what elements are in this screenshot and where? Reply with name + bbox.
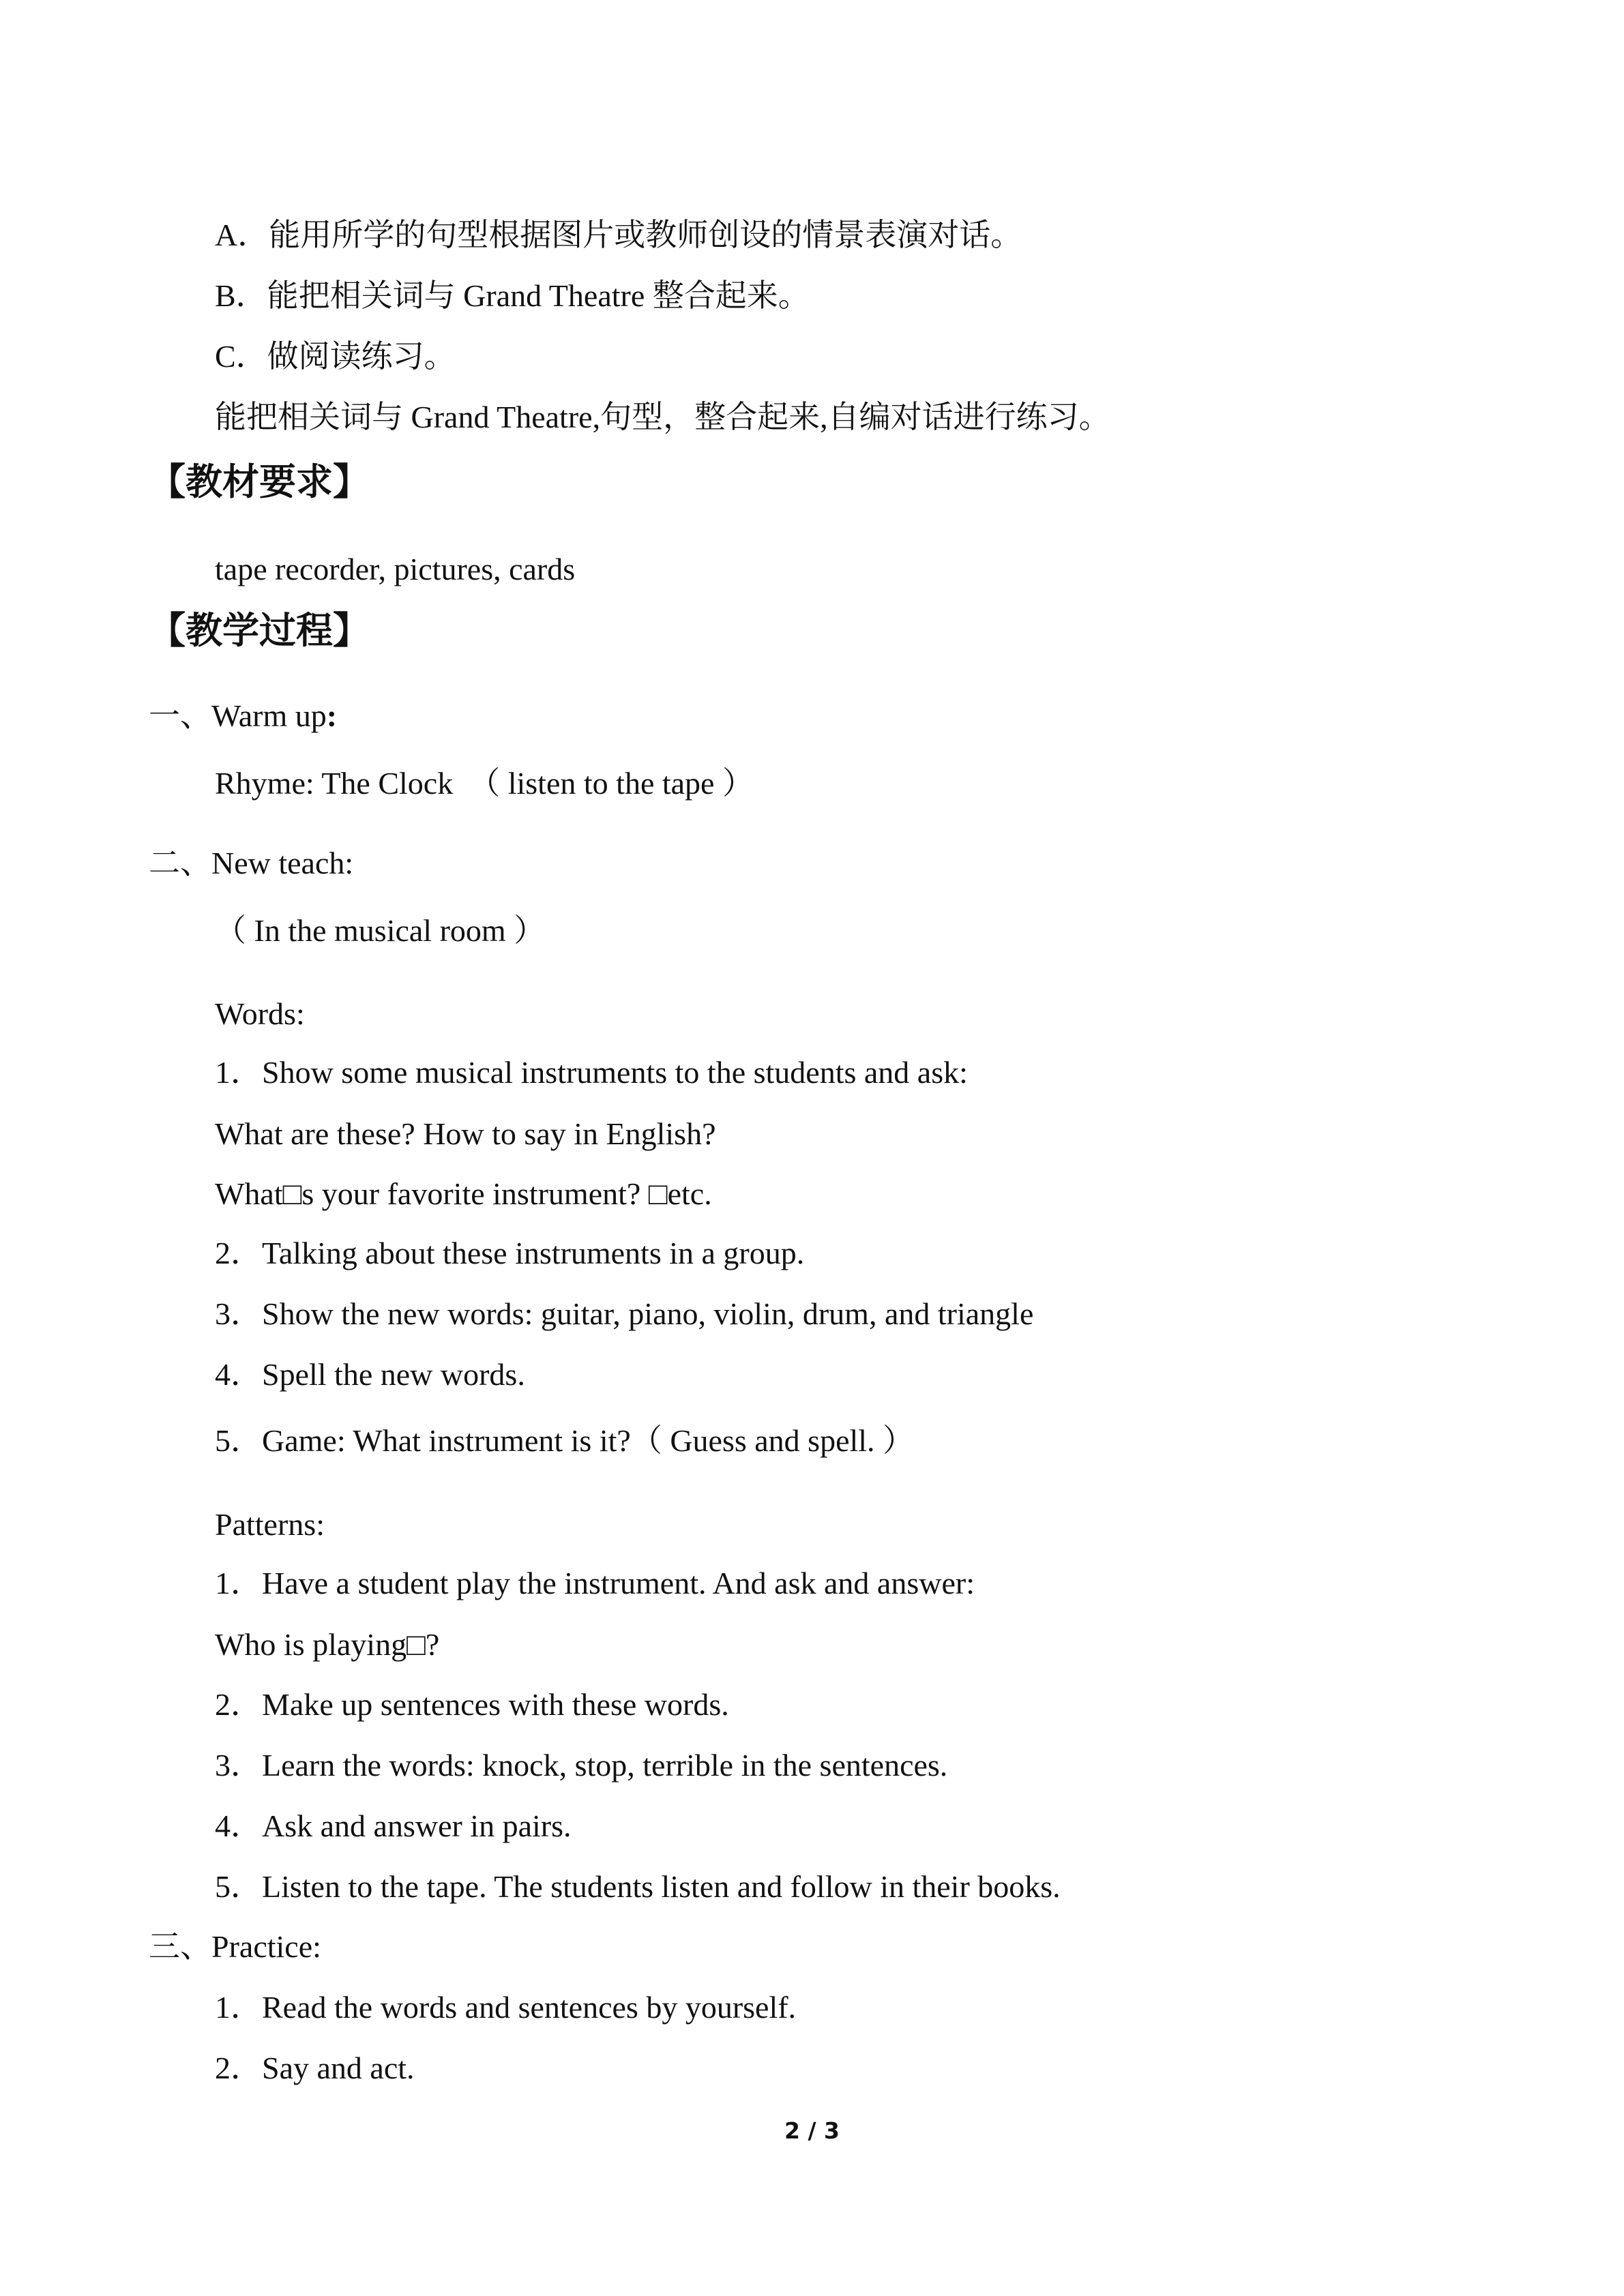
- practice-label: 三、Practice:: [149, 1929, 321, 1964]
- materials-heading: 【教材要求】: [149, 460, 370, 503]
- objective-b: B．能把相关词与 Grand Theatre 整合起来。: [215, 278, 810, 313]
- patterns-item: 1．Have a student play the instrument. And ask and answer:: [215, 1566, 975, 1600]
- warmup-colon: :: [326, 698, 338, 733]
- words-item: 3．Show the new words: guitar, piano, violin, drum, and triangle: [215, 1296, 1034, 1331]
- words-item: 2．Talking about these instruments in a group.: [215, 1236, 805, 1270]
- process-heading: 【教学过程】: [149, 609, 370, 652]
- new-teach-label: 二、New teach:: [149, 846, 354, 880]
- warmup-label-text: 一、Warm up: [149, 698, 327, 733]
- warmup-rhyme: Rhyme: The Clock （ listen to the tape ）: [215, 766, 754, 801]
- words-item: 4．Spell the new words.: [215, 1357, 525, 1392]
- patterns-item: 5．Listen to the tape. The students listen and follow in their books.: [215, 1869, 1061, 1904]
- patterns-item: Who is playing□?: [215, 1627, 440, 1662]
- objective-c: C．做阅读练习。: [215, 339, 456, 374]
- warmup-label: [149, 700, 337, 732]
- objective-summary: 能把相关词与 Grand Theatre,句型，整合起来,自编对话进行练习。: [215, 400, 1110, 434]
- patterns-item: 4．Ask and answer in pairs.: [215, 1808, 572, 1843]
- new-teach-setting: （ In the musical room ）: [215, 913, 546, 948]
- patterns-item: 2．Make up sentences with these words.: [215, 1687, 729, 1722]
- words-item: 5．Game: What instrument is it?（ Guess and spell. ）: [215, 1423, 915, 1458]
- page-number: 2 / 3: [784, 2117, 840, 2144]
- objective-a: A．能用所学的句型根据图片或教师创设的情景表演对话。: [215, 218, 1022, 252]
- materials-items: tape recorder, pictures, cards: [215, 552, 576, 586]
- patterns-item: 3．Learn the words: knock, stop, terrible in the sentences.: [215, 1748, 948, 1783]
- words-label: Words:: [215, 996, 305, 1031]
- words-item: What□s your favorite instrument? □etc.: [215, 1176, 712, 1211]
- words-item: 1．Show some musical instruments to the students and ask:: [215, 1055, 968, 1090]
- patterns-label: Patterns:: [215, 1507, 325, 1542]
- practice-item: 2．Say and act.: [215, 2051, 415, 2085]
- practice-item: 1．Read the words and sentences by yourself.: [215, 1990, 797, 2025]
- words-item: What are these? How to say in English?: [215, 1116, 716, 1151]
